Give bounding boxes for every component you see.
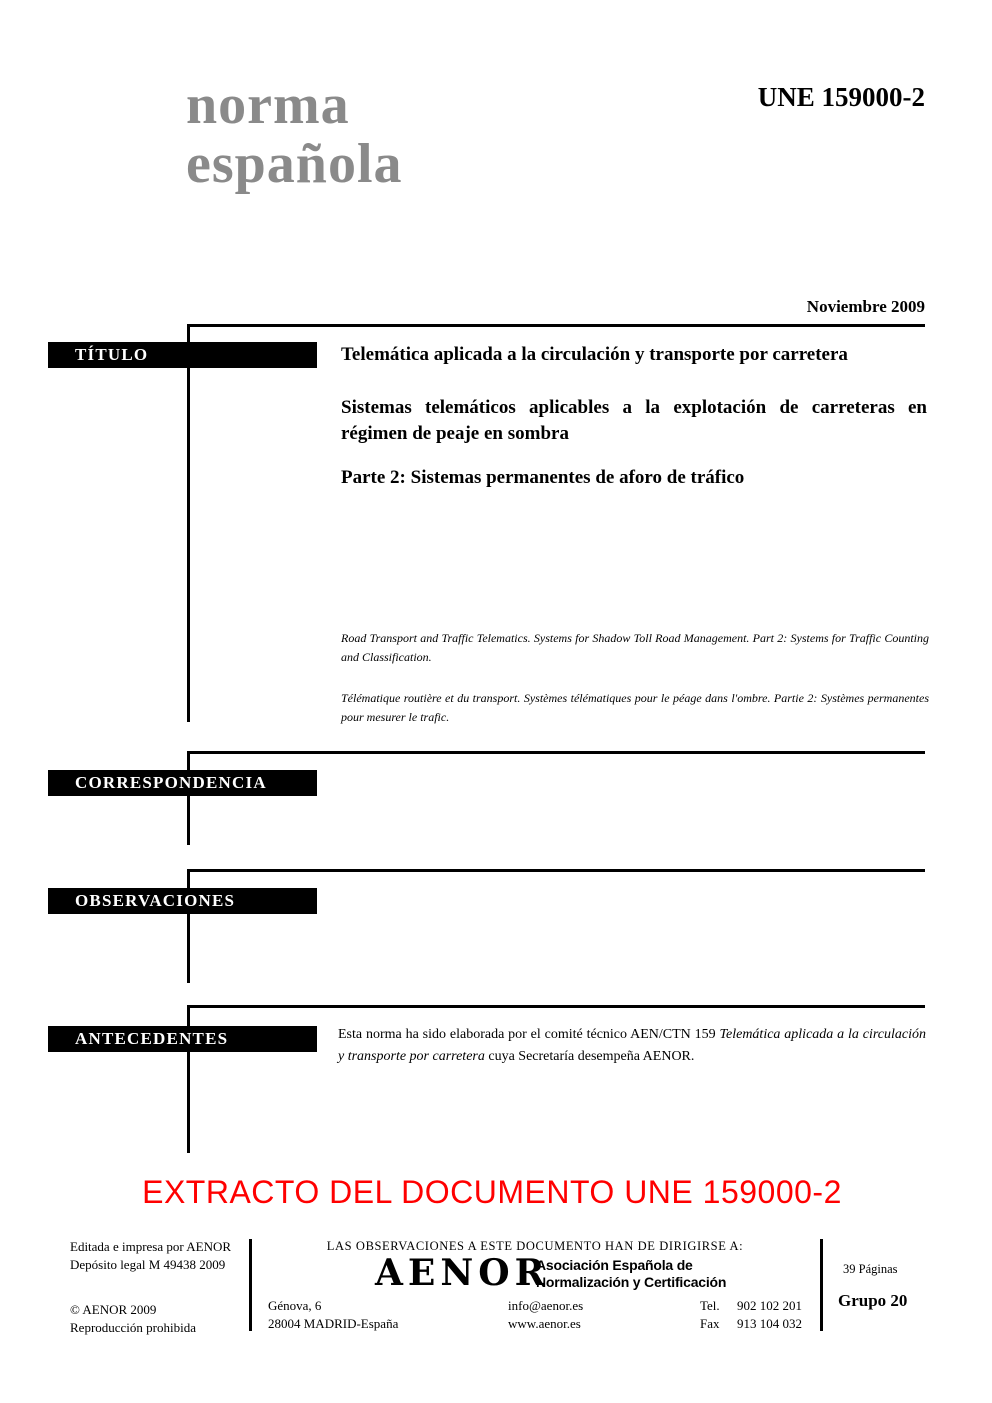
brand-line-2: española [186,133,403,195]
footer-group: Grupo 20 [838,1291,908,1310]
correspondencia-vertical-rule [187,751,190,845]
issue-date: Noviembre 2009 [806,297,925,316]
observaciones-bar [48,888,317,914]
aenor-tagline-line-2: Normalización y Certificación [536,1274,727,1290]
antecedentes-text-after: cuya Secretaría desempeña AENOR. [484,1048,695,1064]
footer-copyright-line: © AENOR 2009 [70,1302,157,1317]
footer-right-divider [820,1239,823,1331]
title-line-1: Telemática aplicada a la circulación y transporte por carretera [341,344,848,365]
footer-fax-number: 913 104 032 [737,1315,802,1331]
footer-notice: LAS OBSERVACIONES A ESTE DOCUMENTO HAN DE DIRIGIRSE A: [326,1239,744,1253]
footer-phone-labels [700,1297,720,1332]
footer-website[interactable]: www.aenor.es [508,1315,581,1331]
footer-address-street: Génova, 6 [268,1298,322,1313]
footer-page-count: 39 Páginas [843,1262,898,1276]
footer-email[interactable]: info@aenor.es [508,1298,584,1313]
norma-espanola-logo [186,76,403,194]
footer-copyright-block [70,1301,196,1336]
titulo-top-rule [187,324,925,327]
antecedentes-text-before: Esta norma ha sido elaborada por el comité técnico AEN/CTN 159 [338,1027,720,1042]
antecedentes-top-rule [187,1005,925,1008]
correspondencia-label: CORRESPONDENCIA [75,773,267,792]
titulo-bar [48,342,317,368]
titulo-label: TÍTULO [75,345,149,364]
footer-address [268,1297,398,1332]
aenor-tagline-line-1: Asociación Española de [536,1257,693,1273]
footer-publisher-line: Editada e impresa por AENOR [70,1239,232,1254]
footer-address-city: 28004 MADRID-España [268,1315,399,1331]
title-line-2: Sistemas telemáticos aplicables a la explotación de carreteras en régimen de peaje en sombra [341,397,927,444]
aenor-logo: AENOR [375,1252,550,1294]
antecedentes-paragraph [338,1024,926,1067]
antecedentes-bar [48,1026,317,1052]
footer-deposit-line: Depósito legal M 49438 2009 [70,1256,226,1272]
correspondencia-top-rule [187,751,925,754]
footer-publisher-block [70,1238,231,1273]
antecedentes-label: ANTECEDENTES [75,1029,229,1048]
title-english-translation: Road Transport and Traffic Telematics. Systems for Shadow Toll Road Management. Part 2: Systems for Traffic Counting and Classification. [341,631,929,664]
footer-phone-numbers [737,1297,802,1332]
aenor-tagline [536,1257,726,1291]
footer-reproduction-line: Reproducción prohibida [70,1319,196,1335]
footer-tel-label: Tel. [700,1298,720,1313]
brand-line-1: norma [186,74,350,136]
titulo-vertical-rule [187,324,190,722]
footer-fax-label: Fax [700,1315,720,1331]
correspondencia-bar [48,770,317,796]
observaciones-top-rule [187,869,925,872]
title-line-3: Parte 2: Sistemas permanentes de aforo de tráfico [341,467,745,488]
footer-tel-number: 902 102 201 [737,1298,802,1313]
extract-banner: EXTRACTO DEL DOCUMENTO UNE 159000-2 [142,1174,842,1210]
document-code: UNE 159000-2 [757,82,925,112]
observaciones-vertical-rule [187,869,190,983]
antecedentes-text-italic: Telemática aplicada a la circulación y transporte por carretera [338,1027,926,1064]
observaciones-label: OBSERVACIONES [75,891,236,910]
title-french-translation: Télématique routière et du transport. Systèmes télématiques pour le péage dans l'ombre. Partie 2: Systèmes permanentes pour mesurer le trafic. [341,691,929,724]
footer-web-block [508,1297,583,1332]
